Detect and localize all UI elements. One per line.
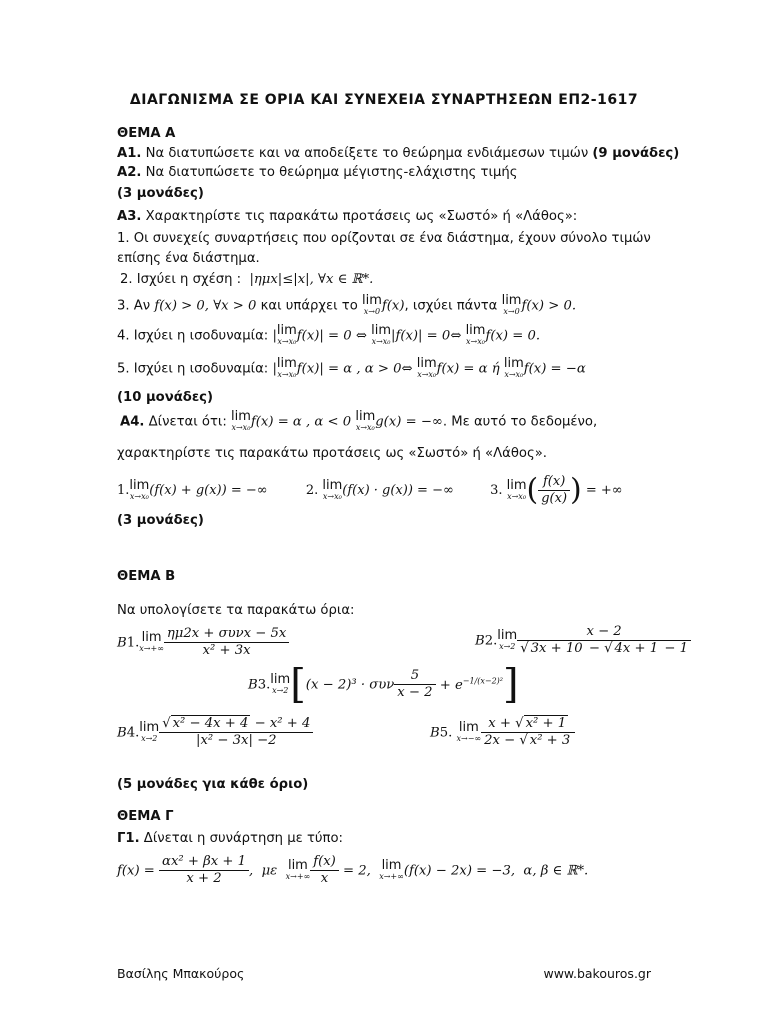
limit-operator: lim x→x₀: [231, 409, 251, 432]
limit-operator: lim x→x₀: [371, 323, 391, 346]
a3-label: Α3.: [117, 209, 142, 224]
limit-operator: lim x→x₀: [276, 323, 297, 346]
limit-b3: B3. lim x→2 [(x − 2)³ · συν $\frac{5}{x - 2}$ + $e^{-1/(x-2)^2}$]: [248, 661, 519, 708]
a1-line: [117, 145, 679, 163]
thema-b-heading: ΘΕΜΑ Β: [117, 569, 176, 584]
a4-label: Α4.: [120, 414, 145, 430]
a4-points: (3 μονάδες): [117, 513, 204, 528]
document-title: ΔΙΑΓΩΝΙΣΜΑ ΣΕ ΟΡΙΑ ΚΑΙ ΣΥΝΕΧΕΙΑ ΣΥΝΑΡΤΗΣΕΩΝ ΕΠ2-1617: [129, 92, 639, 108]
statement-3-mid: και υπάρχει το: [260, 298, 358, 314]
a1-text: Να διατυπώσετε και να αποδείξετε το θεώρημα ενδιάμεσων τιμών: [145, 146, 589, 161]
limit-operator: lim x→2: [139, 720, 160, 743]
limit-b4: B4. lim x→2 $\frac{\text{√ x² − 4x + 4 − x² + 4}}{\text{|x² − 3x| −2}}$: [117, 716, 313, 749]
g1-formula: f(x) = $\frac{\text{αx² + βx + 1}}{x + 2}$ , με lim x→+∞ $\frac{f(x)}{x}$ = 2, lim x→+∞ (f(x) − 2x) = −3, α, β ∈ ℝ*.: [117, 854, 589, 886]
statement-5-text: 5. Ισχύει η ισοδυναμία:: [117, 361, 269, 377]
statement-2: [120, 271, 373, 289]
statement-1-line2: επίσης ένα διάστημα.: [117, 251, 260, 266]
footer-author: Βασίλης Μπακούρος: [117, 966, 245, 981]
statement-2-formula: |ημx|≤|x|, ∀x ∈ ℝ*.: [245, 272, 374, 287]
footer-site: www.bakouros.gr: [543, 966, 651, 981]
limit-operator: lim x→x₀: [129, 478, 150, 501]
statement-5: 5. Ισχύει η ισοδυναμία: | lim x→x₀ f(x)| = α , α > 0⇔ lim x→x₀ f(x) = α ή lim x→x₀ f(x) = −α: [117, 356, 586, 379]
thema-b-intro: Να υπολογίσετε τα παρακάτω όρια:: [117, 603, 355, 618]
g1-text: Δίνεται η συνάρτηση με τύπο:: [143, 831, 343, 846]
thema-g-heading: ΘΕΜΑ Γ: [117, 809, 174, 824]
limit-operator: lim x→x₀: [503, 356, 524, 379]
a4-line2: χαρακτηρίστε τις παρακάτω προτάσεις ως «Σωστό» ή «Λάθος».: [117, 446, 547, 461]
statement-4-text: 4. Ισχύει η ισοδυναμία:: [117, 328, 269, 344]
a1-points: (9 μονάδες): [592, 146, 680, 161]
limit-operator: lim x→+∞: [139, 630, 164, 653]
limit-operator: lim x→−∞: [456, 720, 482, 743]
statement-3-text: 3. Αν: [117, 298, 151, 314]
statement-4: 4. Ισχύει η ισοδυναμία: | lim x→x₀ f(x)| = 0 ⇔ lim x→x₀ |f(x)| = 0⇔ lim x→x₀ f(x) = 0.: [117, 323, 541, 346]
limit-operator: lim x→+∞: [285, 858, 311, 881]
limit-operator: lim x→0: [362, 293, 382, 316]
limit-operator: lim x→2: [270, 672, 291, 695]
a2-line: [117, 164, 517, 182]
a4-tail: . Με αυτό το δεδομένο,: [442, 414, 598, 430]
statement-3: 3. Αν f(x) > 0, ∀x > 0 και υπάρχει το lim x→0 f(x), ισχύει πάντα lim x→0 f(x) > 0.: [117, 293, 577, 316]
a2-text: Να διατυπώσετε το θεώρημα μέγιστης-ελάχιστης τιμής: [145, 165, 518, 180]
a3-text: Χαρακτηρίστε τις παρακάτω προτάσεις ως «Σωστό» ή «Λάθος»:: [145, 209, 578, 224]
limit-b5: B5. lim x→−∞ $\frac{\text{x + √ x² + 1}}{\text{2x − √ x² + 3}}$: [430, 716, 575, 749]
thema-a-heading: ΘΕΜΑ Α: [117, 126, 176, 141]
limit-operator: lim x→x₀: [322, 478, 343, 501]
statement-2-text: 2. Ισχύει η σχέση :: [120, 272, 242, 287]
limit-operator: lim x→2: [497, 628, 518, 651]
limit-operator: lim x→x₀: [276, 356, 297, 379]
statement-3-end: , ισχύει πάντα: [404, 298, 498, 314]
limit-operator: lim x→+∞: [379, 858, 404, 881]
g1-label: Γ1.: [117, 831, 140, 846]
thema-b-points: (5 μονάδες για κάθε όριο): [117, 777, 309, 792]
a4-statements: 1. lim x→x₀ (f(x) + g(x)) = −∞ 2. lim x→x₀ (f(x) · g(x)) = −∞ 3. lim x→x₀ ( $\frac{f(x)}{g(x)}$ ) = +∞: [117, 472, 623, 508]
limit-operator: lim x→x₀: [355, 409, 376, 432]
limit-operator: lim x→x₀: [416, 356, 437, 379]
limit-b2: B2. lim x→2 $\frac{x - 2}{√ 3x + 10 - √ 4x + 1 - 1}$: [475, 624, 691, 657]
a4-text: Δίνεται ότι:: [148, 414, 227, 430]
statement-1-line1: 1. Οι συνεχείς συναρτήσεις που ορίζονται σε ένα διάστημα, έχουν σύνολο τιμών: [117, 231, 651, 246]
limit-operator: lim x→0: [501, 293, 522, 316]
statement-3-cond: f(x) > 0, ∀x > 0: [154, 298, 257, 314]
a4-line: Α4. Δίνεται ότι: lim x→x₀ f(x) = α , α < 0 lim x→x₀ g(x) = −∞. Με αυτό το δεδομένο,: [120, 409, 598, 432]
a3-line: [117, 208, 577, 226]
limit-b1: B1. lim x→+∞ $\frac{\text{ημ2x + συνx − 5x}}{\text{x² + 3x}}$: [117, 626, 289, 659]
a2-label: Α2.: [117, 165, 142, 180]
a1-label: Α1.: [117, 146, 142, 161]
limit-operator: lim x→x₀: [465, 323, 486, 346]
a3-points: (10 μονάδες): [117, 390, 214, 405]
g1-line: [117, 830, 343, 848]
limit-operator: lim x→x₀: [506, 478, 527, 501]
a2-points: (3 μονάδες): [117, 186, 204, 201]
